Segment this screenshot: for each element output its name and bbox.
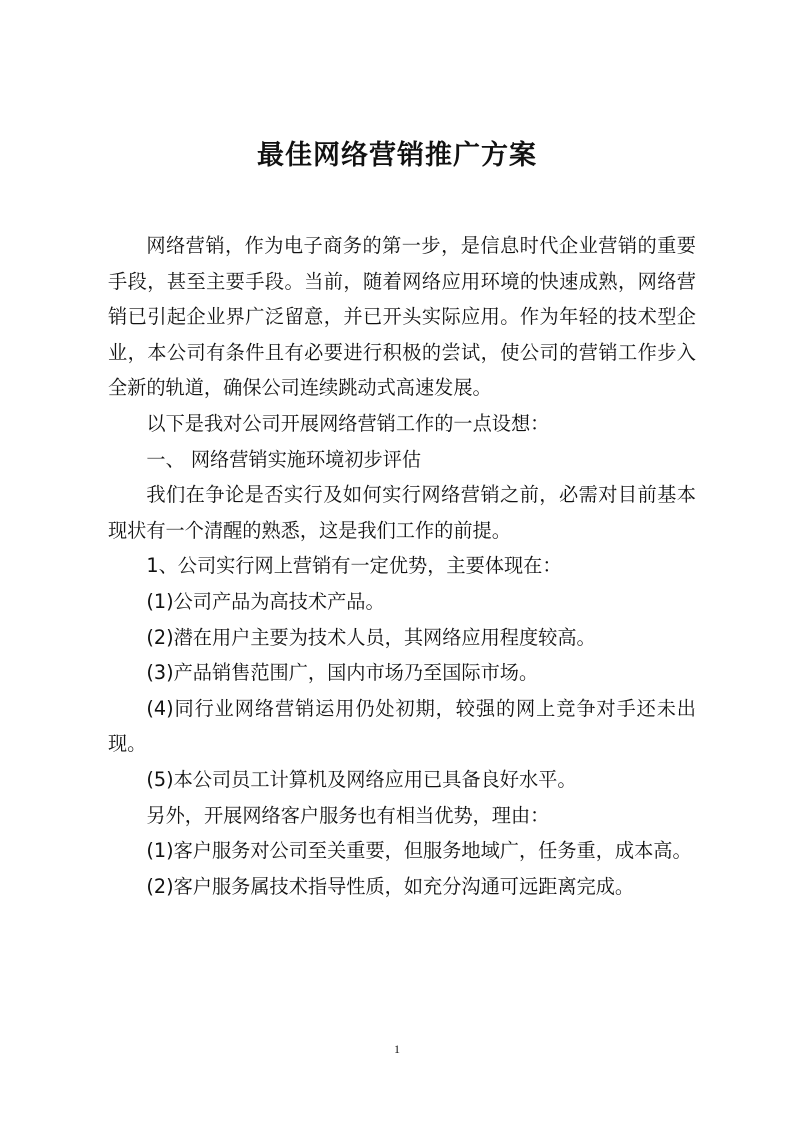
list-item: (5)本公司员工计算机及网络应用已具备良好水平。 [146,767,577,791]
list-item: (4)同行业网络营销运用仍处初期，较强的网上竞争对手还未出现。 [108,696,696,756]
page-number: 1 [394,1042,400,1056]
paragraph-preface: 以下是我对公司开展网络营销工作的一点设想： [146,411,550,435]
document-body [108,228,696,904]
list-item: (2)客户服务属技术指导性质，如充分沟通可远距离完成。 [146,874,635,898]
paragraph-intro: 网络营销，作为电子商务的第一步，是信息时代企业营销的重要手段，甚至主要手段。当前，随着网络应用环境的快速成熟，网络营销已引起企业界广泛留意，并已开头实际应用。作为年轻的技术型企业，本公司有条件且有必要进行积极的尝试，使公司的营销工作步入全新的轨道，确保公司连续跳动式高速发展。 [108,234,696,400]
paragraph-premise: 我们在争论是否实行及如何实行网络营销之前，必需对目前基本现状有一个清醒的熟悉，这是我们工作的前提。 [108,483,696,542]
section-heading-1: 一、 网络营销实施环境初步评估 [146,447,422,471]
paragraph-service-intro: 另外，开展网络客户服务也有相当优势，理由： [146,803,550,827]
subsection-heading-1: 1、公司实行网上营销有一定优势，主要体现在： [146,554,562,578]
list-item: (2)潜在用户主要为技术人员，其网络应用程度较高。 [146,625,596,649]
list-item: (3)产品销售范围广，国内市场乃至国际市场。 [146,661,539,685]
list-item: (1)公司产品为高技术产品。 [146,589,385,613]
document-title: 最佳网络营销推广方案 [257,140,537,171]
list-item: (1)客户服务对公司至关重要，但服务地域广，任务重，成本高。 [146,839,692,863]
